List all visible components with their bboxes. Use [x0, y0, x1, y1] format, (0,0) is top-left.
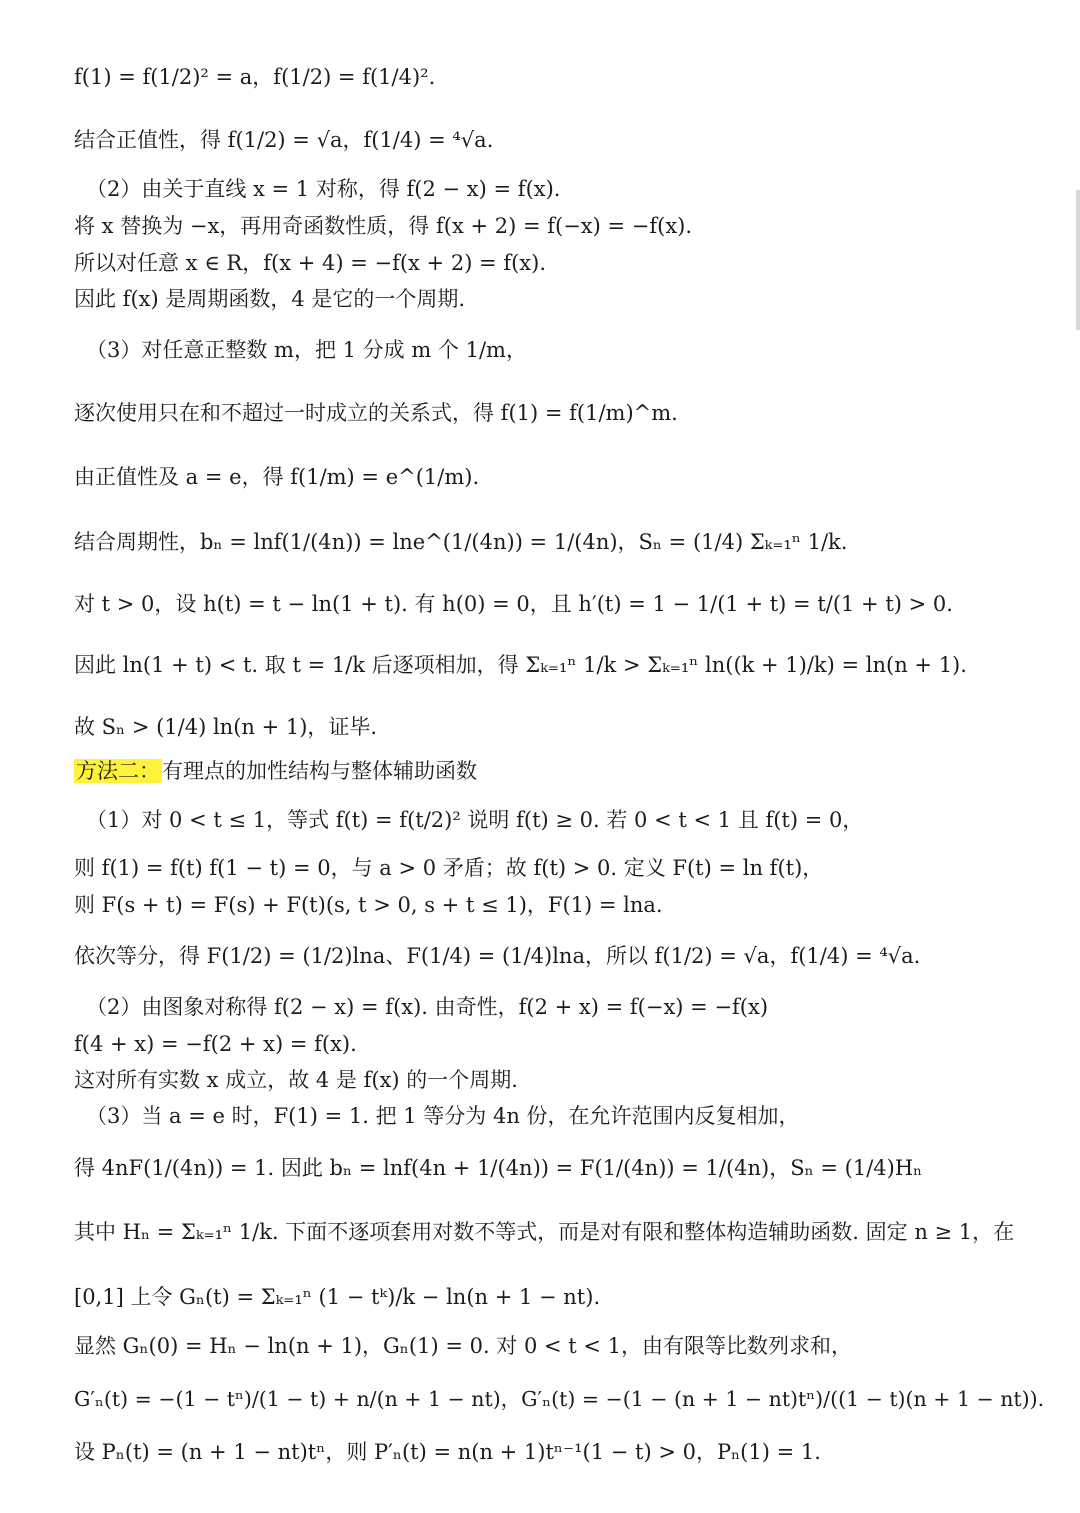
- line-17: 则 F(s + t) = F(s) + F(t)(s, t > 0, s + t ≤ 1)，F(1) = lna.: [74, 893, 663, 917]
- line-22: （3）当 a = e 时，F(1) = 1. 把 1 等分为 4n 份，在允许范围内反复相加，: [86, 1104, 800, 1128]
- line-10: 结合周期性，bₙ = lnf(1/(4n)) = lne^(1/(4n)) = 1/(4n)，Sₙ = (1/4) Σₖ₌₁ⁿ 1/k.: [74, 530, 848, 554]
- line-27: G′ₙ(t) = −(1 − tⁿ)/(1 − t) + n/(n + 1 − nt)，G′ₙ(t) = −(1 − (n + 1 − nt)tⁿ)/((1 − t)(n + 1 − nt)).: [74, 1387, 1045, 1411]
- line-4: 将 x 替换为 −x，再用奇函数性质，得 f(x + 2) = f(−x) = −f(x).: [74, 214, 693, 238]
- section-heading-text: 有理点的加性结构与整体辅助函数: [162, 759, 477, 783]
- line-21: 这对所有实数 x 成立，故 4 是 f(x) 的一个周期.: [74, 1068, 518, 1092]
- line-8: 逐次使用只在和不超过一时成立的关系式，得 f(1) = f(1/m)^m.: [74, 401, 678, 425]
- line-2: 结合正值性，得 f(1/2) = √a，f(1/4) = ⁴√a.: [74, 128, 494, 152]
- line-13: 故 Sₙ > (1/4) ln(n + 1)，证毕.: [74, 715, 378, 739]
- line-28: 设 Pₙ(t) = (n + 1 − nt)tⁿ，则 P′ₙ(t) = n(n + 1)tⁿ⁻¹(1 − t) > 0，Pₙ(1) = 1.: [74, 1440, 821, 1464]
- line-12: 因此 ln(1 + t) < t. 取 t = 1/k 后逐项相加，得 Σₖ₌₁ⁿ 1/k > Σₖ₌₁ⁿ ln((k + 1)/k) = ln(n + 1).: [74, 653, 967, 677]
- section-heading: [74, 756, 1060, 786]
- line-20: f(4 + x) = −f(2 + x) = f(x).: [74, 1032, 357, 1056]
- line-16: 则 f(1) = f(t) f(1 − t) = 0，与 a > 0 矛盾；故 f(t) > 0. 定义 F(t) = ln f(t)，: [74, 856, 824, 880]
- line-15: （1）对 0 < t ≤ 1，等式 f(t) = f(t/2)² 说明 f(t) ≥ 0. 若 0 < t < 1 且 f(t) = 0，: [86, 808, 864, 832]
- line-26: 显然 Gₙ(0) = Hₙ − ln(n + 1)，Gₙ(1) = 0. 对 0 < t < 1，由有限等比数列求和，: [74, 1334, 853, 1358]
- line-6: 因此 f(x) 是周期函数，4 是它的一个周期.: [74, 287, 466, 311]
- line-11: 对 t > 0，设 h(t) = t − ln(1 + t). 有 h(0) = 0，且 h′(t) = 1 − 1/(1 + t) = t/(1 + t) > 0.: [74, 592, 953, 616]
- line-19: （2）由图象对称得 f(2 − x) = f(x). 由奇性，f(2 + x) = f(−x) = −f(x): [86, 995, 769, 1019]
- line-23: 得 4nF(1/(4n)) = 1. 因此 bₙ = lnf(4n + 1/(4n)) = F(1/(4n)) = 1/(4n)，Sₙ = (1/4)Hₙ: [74, 1156, 923, 1180]
- line-7: （3）对任意正整数 m，把 1 分成 m 个 1/m，: [86, 338, 527, 362]
- line-3: （2）由关于直线 x = 1 对称，得 f(2 − x) = f(x).: [86, 177, 561, 201]
- line-25: [0,1] 上令 Gₙ(t) = Σₖ₌₁ⁿ (1 − tᵏ)/k − ln(n + 1 − nt).: [74, 1285, 601, 1309]
- line-18: 依次等分，得 F(1/2) = (1/2)lna、F(1/4) = (1/4)lna，所以 f(1/2) = √a，f(1/4) = ⁴√a.: [74, 944, 921, 968]
- line-1: f(1) = f(1/2)² = a，f(1/2) = f(1/4)².: [74, 65, 436, 89]
- method-two-highlight: 方法二：: [76, 759, 160, 783]
- line-24: 其中 Hₙ = Σₖ₌₁ⁿ 1/k. 下面不逐项套用对数不等式，而是对有限和整体构造辅助函数. 固定 n ≥ 1，在: [74, 1220, 1015, 1244]
- page-edge-shadow: [1076, 190, 1080, 330]
- line-5: 所以对任意 x ∈ R，f(x + 4) = −f(x + 2) = f(x).: [74, 251, 547, 275]
- line-9: 由正值性及 a = e，得 f(1/m) = e^(1/m).: [74, 465, 480, 489]
